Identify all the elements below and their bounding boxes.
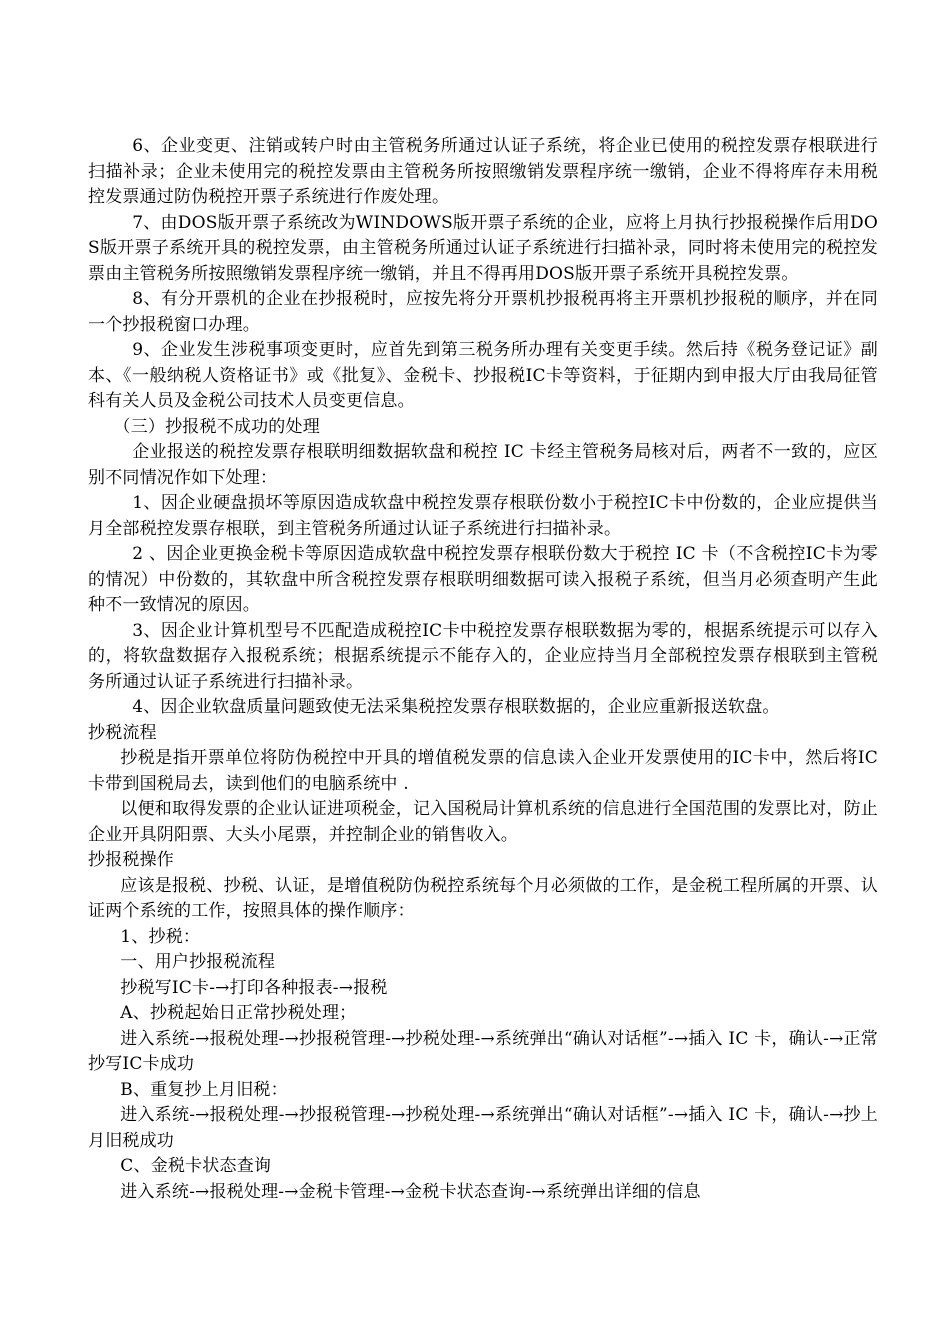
- step-c-title: C、金税卡状态查询: [120, 1156, 272, 1176]
- paragraph-item-6: 6、企业变更、注销或转户时由主管税务所通过认证子系统，将企业已使用的税控发票存根联进行扫描补录；企业未使用完的税控发票由主管税务所按照缴销发票程序统一缴销，企业不得将库存未用税控发票通过防伪税控开票子系统进行作废处理。: [88, 136, 878, 207]
- step-a-detail: 进入系统-→报税处理-→抄报税管理-→抄税处理-→系统弹出“确认对话框”-→插入 IC 卡，确认-→正常抄写IC卡成功: [88, 1028, 878, 1074]
- heading-copy-report-operation: 抄报税操作: [88, 850, 174, 870]
- list-label-copy-tax: 1、抄税：: [120, 926, 201, 947]
- heading-copy-tax-flow: 抄税流程: [88, 722, 157, 743]
- flow-summary: 抄税写IC卡-→打印各种报表-→报税: [120, 977, 388, 998]
- step-b-title: B、重复抄上月旧税：: [120, 1079, 288, 1100]
- paragraph-failure-1: 1、因企业硬盘损坏等原因造成软盘中税控发票存根联份数小于税控IC卡中份数的，企业应提供当月全部税控发票存根联，到主管税务所通过认证子系统进行扫描补录。: [88, 493, 878, 539]
- step-c-detail: 进入系统-→报税处理-→金税卡管理-→金税卡状态查询-→系统弹出详细的信息: [120, 1181, 701, 1202]
- paragraph-operation-intro: 应该是报税、抄税、认证，是增值税防伪税控系统每个月必须做的工作，是金税工程所属的开票、认证两个系统的工作，按照具体的操作顺序：: [88, 875, 878, 921]
- paragraph-failure-2: 2 、因企业更换金税卡等原因造成软盘中税控发票存根联份数大于税控 IC 卡（不含税控IC卡为零的情况）中份数的，其软盘中所含税控发票存根联明细数据可读入报税子系统，但当月必须查明产生此种不一致情况的原因。: [88, 544, 878, 615]
- paragraph-failure-intro: 企业报送的税控发票存根联明细数据软盘和税控 IC 卡经主管税务局核对后，两者不一致的，应区别不同情况作如下处理：: [88, 442, 878, 488]
- paragraph-failure-3: 3、因企业计算机型号不匹配造成税控IC卡中税控发票存根联数据为零的，根据系统提示可以存入的，将软盘数据存入报税系统；根据系统提示不能存入的，企业应持当月全部税控发票存根联到主管税务所通过认证子系统进行扫描补录。: [88, 620, 878, 692]
- step-a-title: A、抄税起始日正常抄税处理；: [120, 1003, 357, 1023]
- list-label-user-flow: 一、用户抄报税流程: [120, 952, 276, 972]
- paragraph-copy-tax-definition: 抄税是指开票单位将防伪税控中开具的增值税发票的信息读入企业开发票使用的IC卡中，然后将IC卡带到国税局去，读到他们的电脑系统中 .: [88, 748, 878, 794]
- paragraph-item-9: 9、企业发生涉税事项变更时，应首先到第三税务所办理有关变更手续。然后持《税务登记证》副本、《一般纳税人资格证书》或《批复》、金税卡、抄报税IC卡等资料，于征期内到申报大厅由我局征管科有关人员及金税公司技术人员变更信息。: [88, 340, 878, 411]
- section-heading-failure-handling: （三）抄报税不成功的处理: [113, 416, 320, 437]
- paragraph-item-8: 8、有分开票机的企业在抄报税时，应按先将分开票机抄报税再将主开票机抄报税的顺序，并在同一个抄报税窗口办理。: [88, 289, 878, 335]
- step-b-detail: 进入系统-→报税处理-→抄报税管理-→抄税处理-→系统弹出“确认对话框”-→插入 IC 卡，确认-→抄上月旧税成功: [88, 1105, 878, 1151]
- paragraph-item-7: 7、由DOS版开票子系统改为WINDOWS版开票子系统的企业，应将上月执行抄报税操作后用DOS版开票子系统开具的税控发票，由主管税务所通过认证子系统进行扫描补录，同时将未使用完的税控发票由主管税务所按照缴销发票程序统一缴销，并且不得再用DOS版开票子系统开具税控发票。: [88, 212, 878, 284]
- paragraph-copy-tax-purpose: 以便和取得发票的企业认证进项税金，记入国税局计算机系统的信息进行全国范围的发票比对，防止企业开具阴阳票、大头小尾票，并控制企业的销售收入。: [88, 799, 878, 845]
- paragraph-failure-4: 4、因企业软盘质量问题致使无法采集税控发票存根联数据的，企业应重新报送软盘。: [132, 697, 780, 717]
